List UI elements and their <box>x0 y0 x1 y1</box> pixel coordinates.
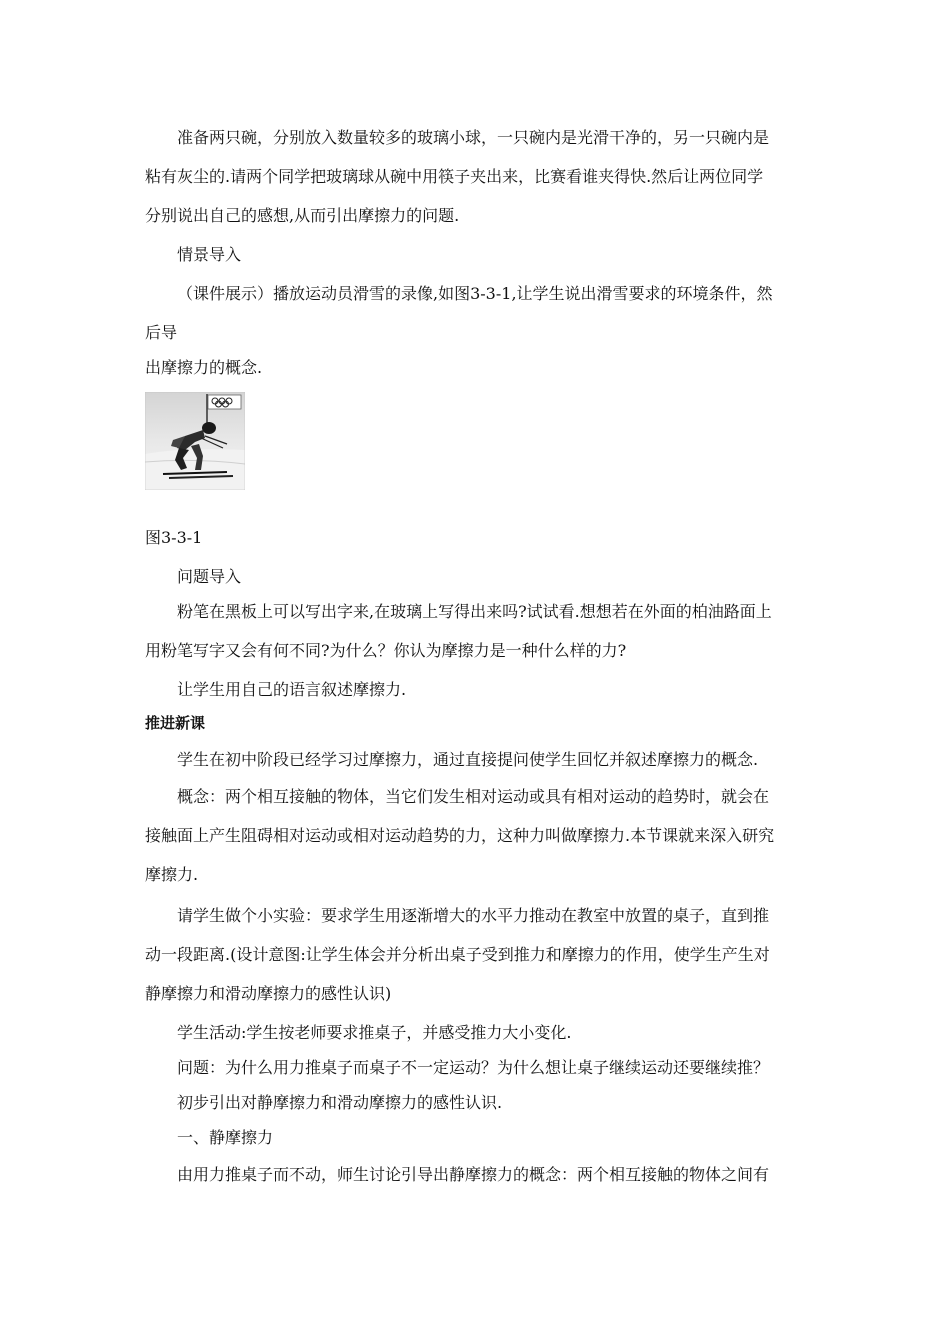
question-line-1: 粉笔在黑板上可以写出字来,在玻璃上写得出来吗?试试看.想想若在外面的柏油路面上 <box>177 602 772 621</box>
intro-line-1: 准备两只碗，分别放入数量较多的玻璃小球，一只碗内是光滑干净的，另一只碗内是 <box>177 128 770 147</box>
recall-line: 学生在初中阶段已经学习过摩擦力，通过直接提问使学生回忆并叙述摩擦力的概念. <box>177 750 759 769</box>
activity-line: 学生活动:学生按老师要求推桌子，并感受推力大小变化. <box>177 1023 572 1042</box>
section1-heading: 一、静摩擦力 <box>177 1128 274 1147</box>
experiment-line-2: 动一段距离.(设计意图:让学生体会并分析出桌子受到推力和摩擦力的作用，使学生产生对 <box>145 945 770 964</box>
skier-figure <box>145 392 245 490</box>
experiment-line-3: 静摩擦力和滑动摩擦力的感性认识) <box>145 984 392 1003</box>
concept-line-1: 概念：两个相互接触的物体，当它们发生相对运动或具有相对运动的趋势时，就会在 <box>177 787 770 806</box>
figure-caption: 图3-3-1 <box>145 528 203 547</box>
question-line-2: 用粉笔写字又会有何不同?为什么？你认为摩擦力是一种什么样的力? <box>145 641 627 660</box>
scene-line-2: 后导 <box>145 323 178 342</box>
concept-line-3: 摩擦力. <box>145 865 199 884</box>
section1-line-1: 由用力推桌子而不动，师生讨论引导出静摩擦力的概念：两个相互接触的物体之间有 <box>177 1165 770 1184</box>
new-lesson-heading: 推进新课 <box>145 714 206 732</box>
concept-line-2: 接触面上产生阻碍相对运动或相对运动趋势的力，这种力叫做摩擦力.本节课就来深入研究 <box>145 826 775 845</box>
scene-heading: 情景导入 <box>177 245 242 264</box>
scene-line-1: （课件展示）播放运动员滑雪的录像,如图3-3-1,让学生说出滑雪要求的环境条件，然 <box>177 284 773 303</box>
intro-line-3: 分别说出自己的感想,从而引出摩擦力的问题. <box>145 206 460 225</box>
question-line: 问题：为什么用力推桌子而桌子不一定运动？为什么想让桌子继续运动还要继续推？ <box>177 1058 770 1077</box>
question-after: 让学生用自己的语言叙述摩擦力. <box>177 680 407 699</box>
experiment-line-1: 请学生做个小实验：要求学生用逐渐增大的水平力推动在教室中放置的桌子，直到推 <box>177 906 770 925</box>
intro-line-2: 粘有灰尘的.请两个同学把玻璃球从碗中用筷子夹出来，比赛看谁夹得快.然后让两位同学 <box>145 167 764 186</box>
question-heading: 问题导入 <box>177 567 242 586</box>
conclusion-line: 初步引出对静摩擦力和滑动摩擦力的感性认识. <box>177 1093 503 1112</box>
scene-line-3: 出摩擦力的概念. <box>145 358 263 377</box>
skier-photo <box>145 392 245 490</box>
